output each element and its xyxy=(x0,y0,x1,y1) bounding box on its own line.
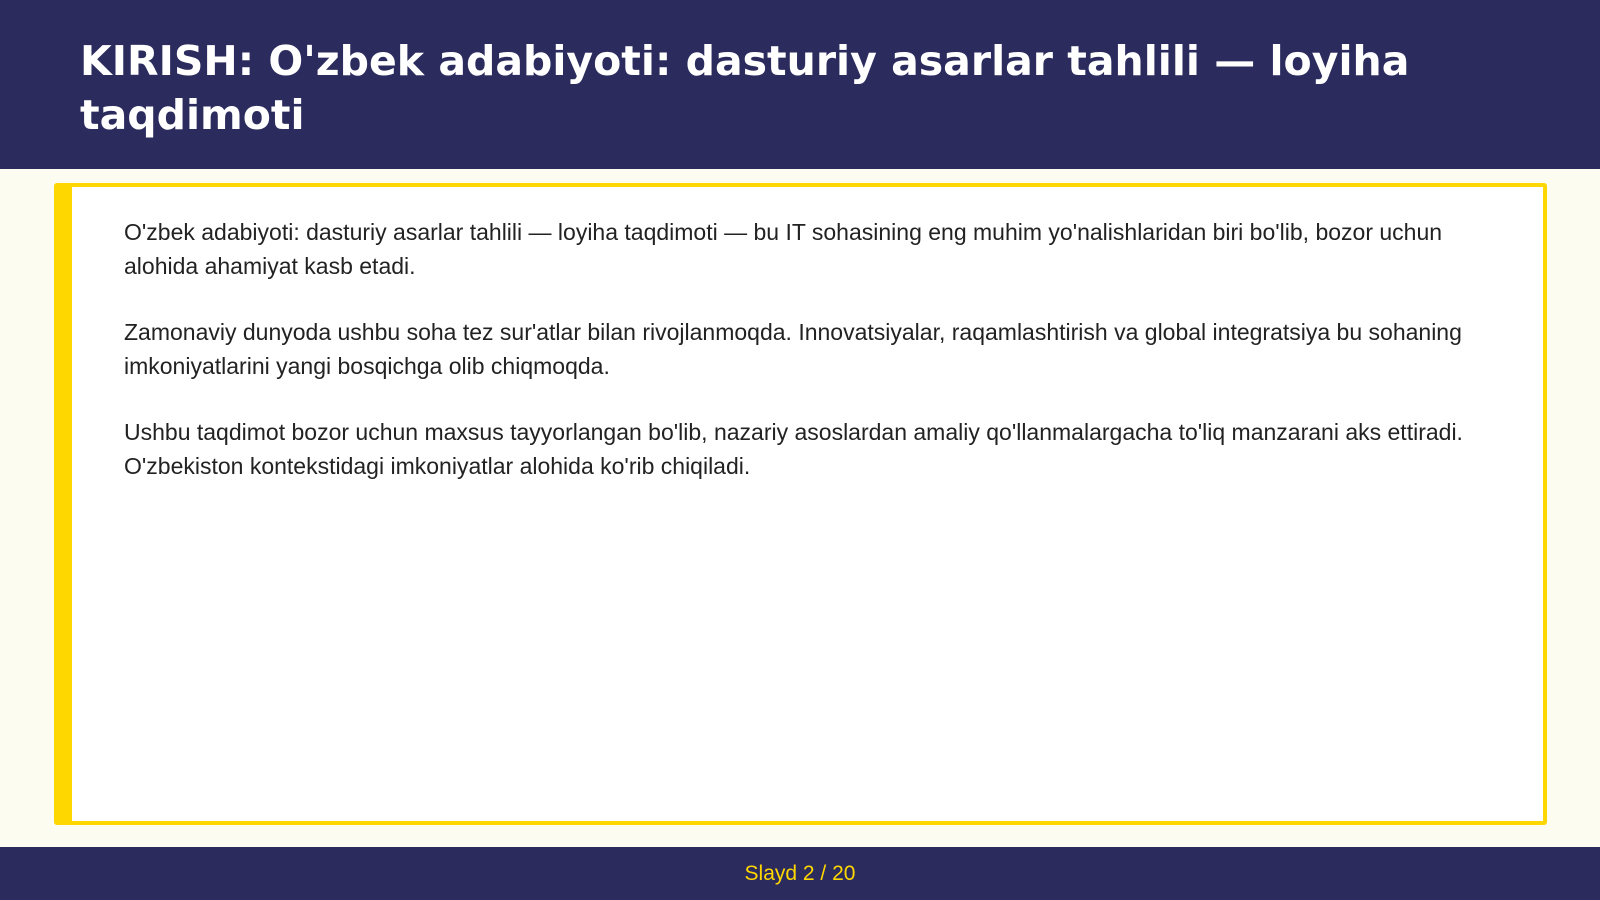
slide-footer xyxy=(0,847,1600,900)
content-box xyxy=(54,183,1547,825)
slide-title: KIRISH: O'zbek adabiyoti: dasturiy asarlar tahlili — loyiha taqdimoti xyxy=(80,37,1410,139)
slide-counter: Slayd 2 / 20 xyxy=(744,862,856,885)
paragraph-2: Zamonaviy dunyoda ushbu soha tez sur'atlar bilan rivojlanmoqda. Innovatsiyalar, raqamlashtirish va global integratsiya bu sohaning imkoniyatlarini yangi bosqichga olib chiqmoqda. xyxy=(124,319,1462,379)
slide-header xyxy=(0,0,1600,169)
paragraph-3: Ushbu taqdimot bozor uchun maxsus tayyorlangan bo'lib, nazariy asoslardan amaliy qo'llanmalargacha to'liq manzarani aks ettiradi. O'zbekiston kontekstidagi imkoniyatlar alohida ko'rib chiqiladi. xyxy=(124,419,1463,479)
paragraph-1: O'zbek adabiyoti: dasturiy asarlar tahlili — loyiha taqdimoti — bu IT sohasining eng muhim yo'nalishlaridan biri bo'lib, bozor uchun alohida ahamiyat kasb etadi. xyxy=(124,219,1443,279)
content-text xyxy=(124,215,1514,515)
